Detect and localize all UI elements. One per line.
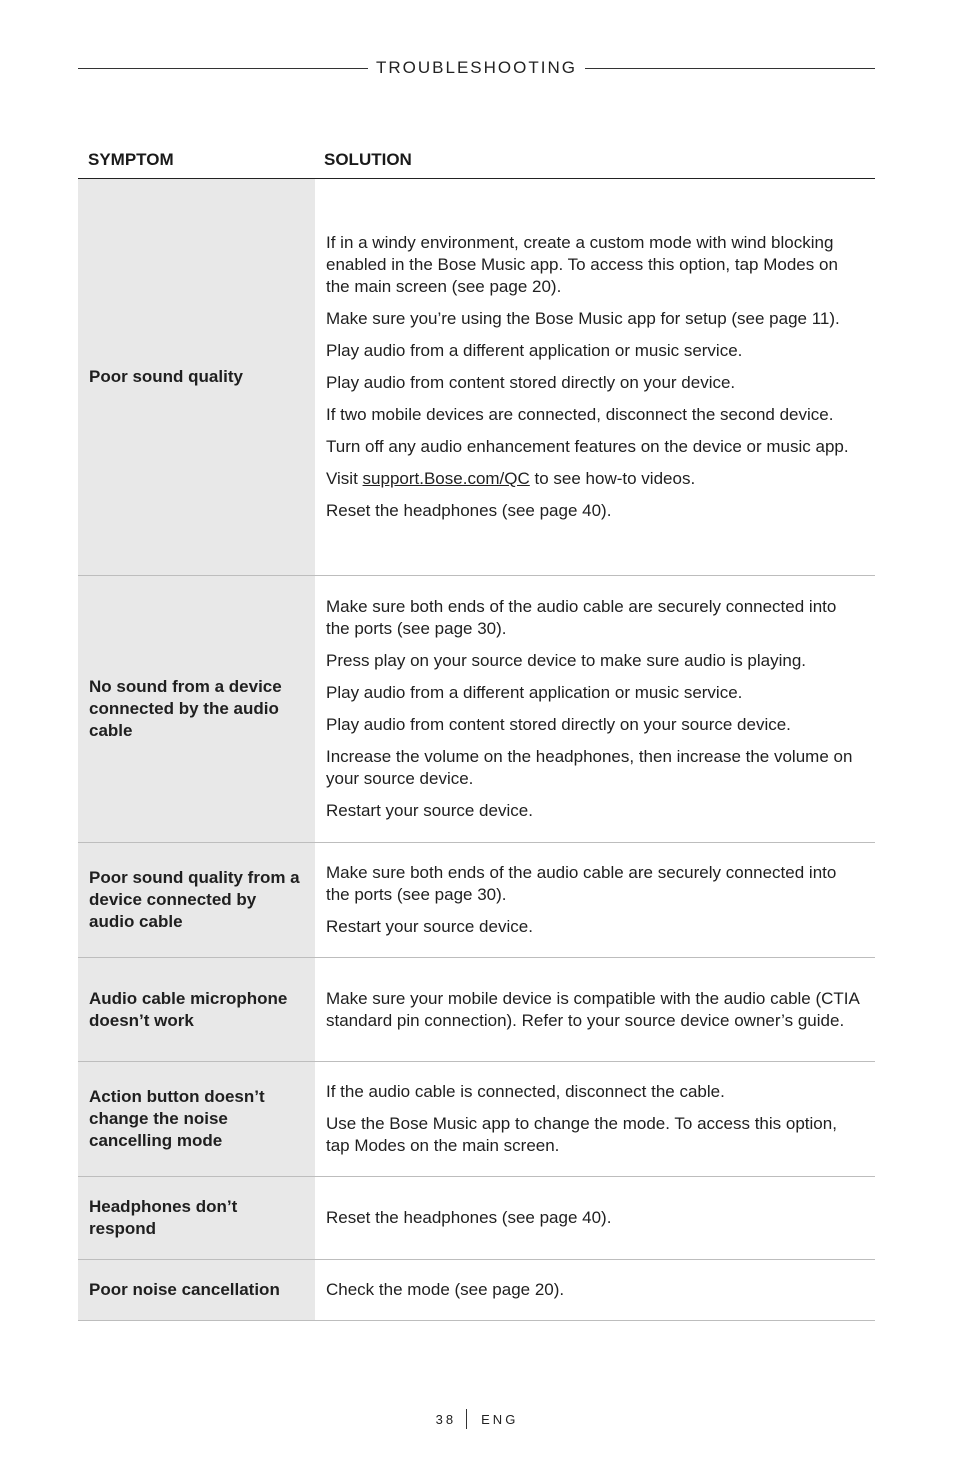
solution-item: Restart your source device. (326, 801, 533, 820)
symptom-cell (78, 958, 315, 1061)
solution-item: Check the mode (see page 20). (326, 1280, 565, 1299)
solution-item: Make sure both ends of the audio cable are securely connected into the ports (see page 30). (326, 597, 837, 638)
symptom-column-header: SYMPTOM (88, 150, 174, 169)
section-title: TROUBLESHOOTING (376, 58, 577, 77)
table-row (78, 1177, 875, 1260)
header-rule-right (585, 68, 875, 69)
page-header (78, 57, 875, 79)
solution-cell (315, 843, 875, 957)
symptom-cell (78, 576, 315, 842)
symptom-text: Poor sound quality (89, 367, 243, 386)
solution-item: Turn off any audio enhancement features on the device or music app. (326, 437, 849, 456)
solution-item: Restart your source device. (326, 917, 533, 936)
symptom-cell (78, 1177, 315, 1259)
troubleshooting-table (78, 179, 875, 1321)
solution-item: Make sure you’re using the Bose Music app for setup (see page 11). (326, 309, 840, 328)
solution-cell (315, 576, 875, 842)
symptom-text: Audio cable microphone doesn’t work (89, 988, 288, 1030)
solution-item: If in a windy environment, create a custom mode with wind blocking enabled in the Bose Music app. To access this option, tap Modes on the main screen (see page 20). (326, 233, 838, 296)
table-row (78, 843, 875, 958)
symptom-text: Poor noise cancellation (89, 1280, 280, 1299)
header-rule-left (78, 68, 368, 69)
solution-item: If two mobile devices are connected, disconnect the second device. (326, 405, 834, 424)
solution-item: Play audio from a different application or music service. (326, 341, 743, 360)
solution-text-before: Visit (326, 469, 363, 488)
solution-item: Use the Bose Music app to change the mode. To access this option, tap Modes on the main screen. (326, 1114, 837, 1155)
solution-cell (315, 1062, 875, 1176)
solution-item (326, 468, 863, 490)
table-row (78, 1260, 875, 1321)
symptom-cell (78, 843, 315, 957)
solution-item: Make sure both ends of the audio cable are securely connected into the ports (see page 30). (326, 863, 837, 904)
table-row (78, 179, 875, 576)
symptom-cell (78, 179, 315, 575)
symptom-text: Poor sound quality from a device connected by audio cable (89, 868, 300, 931)
solution-item: Play audio from content stored directly on your source device. (326, 715, 791, 734)
table-row (78, 958, 875, 1062)
footer-separator (466, 1409, 467, 1429)
solution-item: Play audio from a different application or music service. (326, 683, 743, 702)
solution-item: Reset the headphones (see page 40). (326, 1208, 612, 1227)
solution-item: Make sure your mobile device is compatible with the audio cable (CTIA standard pin connection). Refer to your source device owner’s guide. (326, 988, 859, 1030)
solution-cell (315, 179, 875, 575)
page-footer (0, 1408, 954, 1430)
solution-item: Press play on your source device to make sure audio is playing. (326, 651, 807, 670)
solution-item: If the audio cable is connected, disconnect the cable. (326, 1082, 725, 1101)
symptom-text: Headphones don’t respond (89, 1197, 238, 1238)
page-number: 38 (435, 1411, 457, 1427)
solution-cell (315, 958, 875, 1061)
symptom-text: Action button doesn’t change the noise cancelling mode (89, 1087, 265, 1150)
solution-item: Increase the volume on the headphones, then increase the volume on your source device. (326, 747, 853, 788)
solution-cell (315, 1177, 875, 1259)
solution-item: Reset the headphones (see page 40). (326, 501, 612, 520)
symptom-text: No sound from a device connected by the audio cable (89, 677, 282, 740)
solution-cell (315, 1260, 875, 1320)
solution-text-after: to see how-to videos. (529, 469, 696, 488)
table-row (78, 1062, 875, 1177)
support-link[interactable]: support.Bose.com/QC (362, 469, 530, 488)
table-row (78, 576, 875, 843)
solution-column-header: SOLUTION (324, 150, 412, 169)
symptom-cell (78, 1062, 315, 1176)
language-code: ENG (481, 1411, 519, 1427)
solution-item: Play audio from content stored directly on your device. (326, 373, 736, 392)
symptom-cell (78, 1260, 315, 1320)
